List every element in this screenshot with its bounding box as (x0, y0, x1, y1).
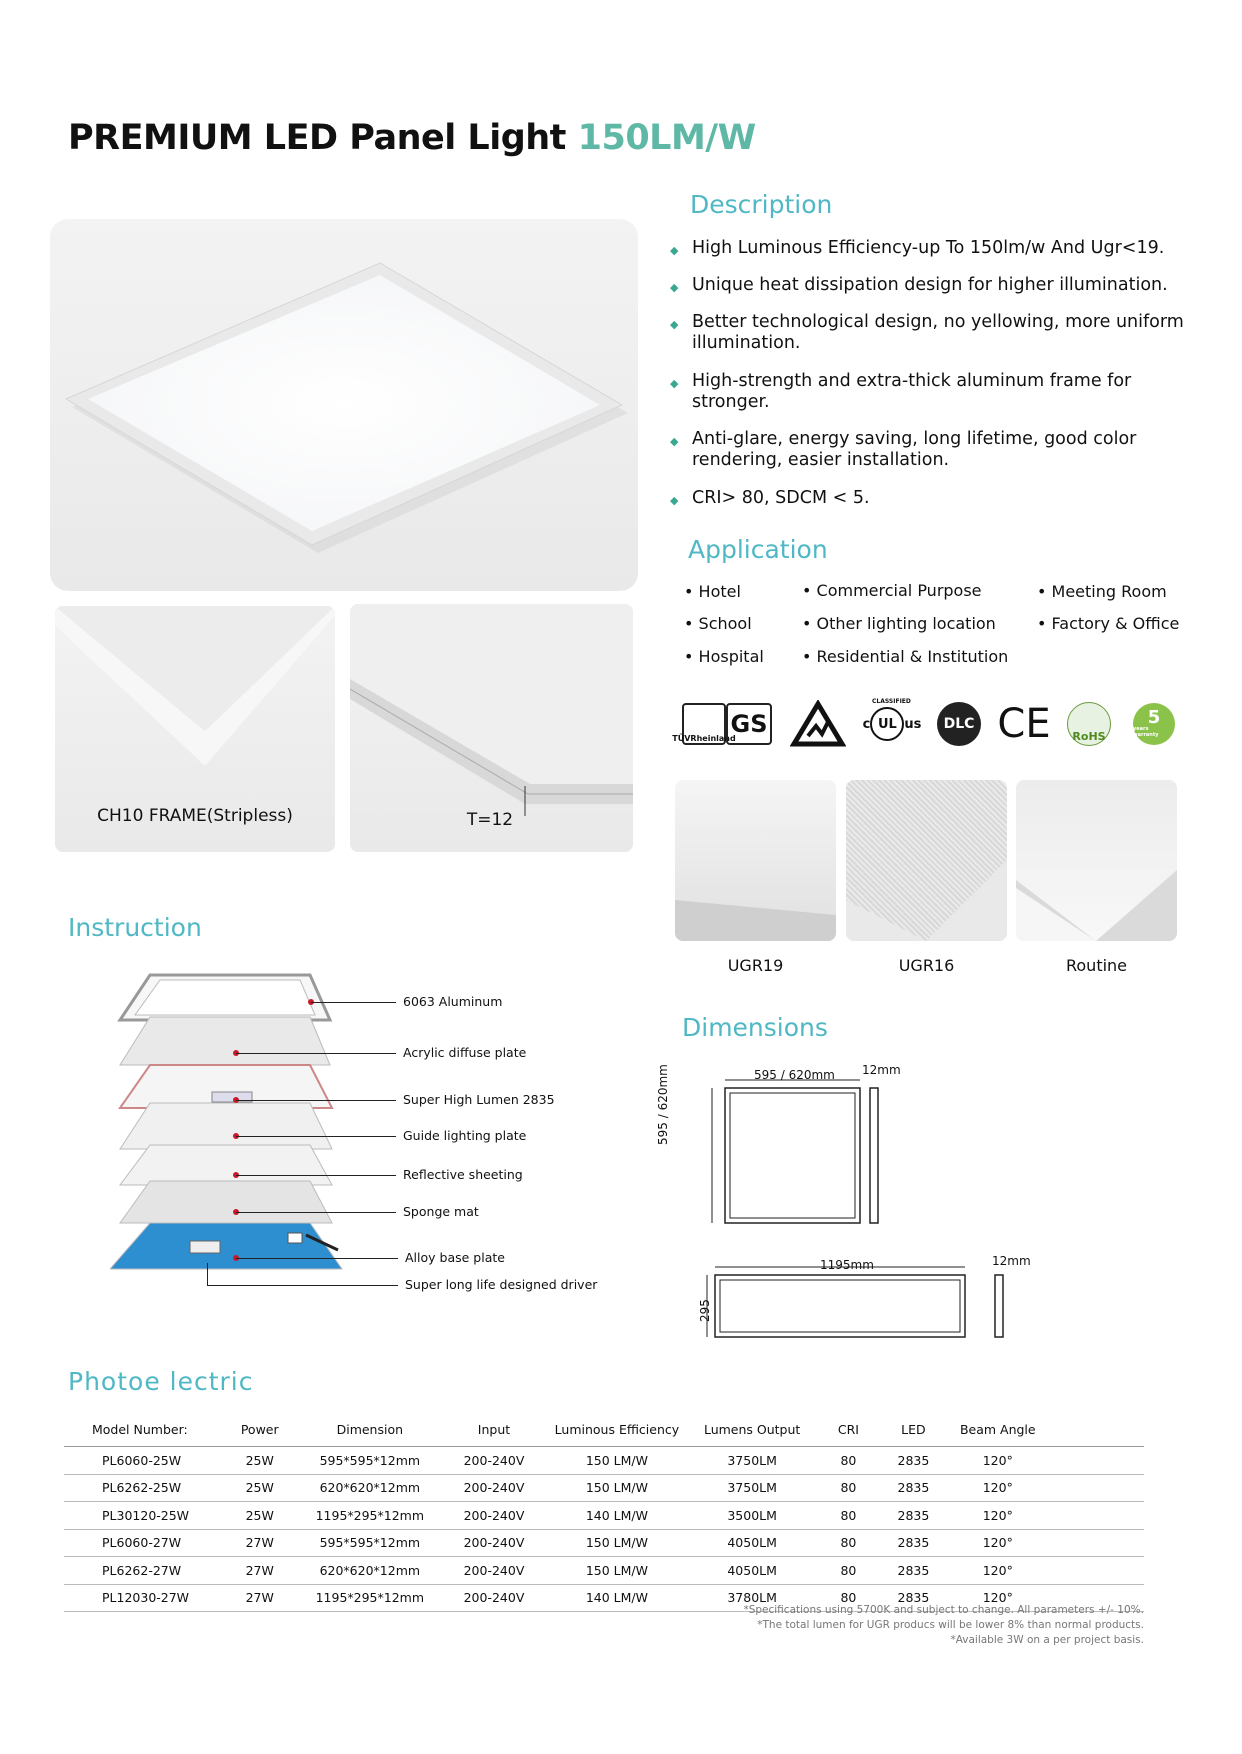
table-cell: 2835 (878, 1529, 948, 1557)
col-header: Lumens Output (686, 1412, 819, 1447)
ce-logo: CE (997, 701, 1051, 747)
application-item: • Residential & Institution (802, 647, 1009, 666)
application-item: • School (684, 614, 752, 633)
layer-label: Alloy base plate (405, 1250, 505, 1265)
table-cell: 25W (220, 1447, 300, 1475)
application-item: • Factory & Office (1037, 614, 1180, 633)
layer-label: Super long life designed driver (405, 1277, 598, 1292)
ul-logo: c UL us CLASSIFIED (858, 700, 926, 748)
application-item: • Hotel (684, 582, 741, 601)
table-cell: 595*595*12mm (300, 1447, 440, 1475)
table-cell: 120° (948, 1447, 1047, 1475)
table-cell: 140 LM/W (548, 1584, 686, 1612)
table-cell: 3500LM (686, 1502, 819, 1530)
table-header-row (64, 1412, 1144, 1447)
col-header: Luminous Efficiency (548, 1412, 686, 1447)
table-row (64, 1474, 1144, 1502)
col-header: Input (440, 1412, 548, 1447)
table-cell: 150 LM/W (548, 1474, 686, 1502)
table-row (64, 1447, 1144, 1475)
table-cell: 120° (948, 1502, 1047, 1530)
table-cell: 2835 (878, 1474, 948, 1502)
description-item: ◆ Unique heat dissipation design for higher illumination. (670, 275, 1168, 295)
rcm-logo (788, 700, 848, 748)
application-item: • Other lighting location (802, 614, 996, 633)
table-cell: 3780LM (686, 1584, 819, 1612)
table-cell: 140 LM/W (548, 1502, 686, 1530)
table-cell: 200-240V (440, 1474, 548, 1502)
table-cell: PL30120-25W (64, 1502, 220, 1530)
table-row (64, 1529, 1144, 1557)
square-panel-drawing (695, 1060, 1025, 1240)
table-cell: 620*620*12mm (300, 1474, 440, 1502)
layer-label: Guide lighting plate (403, 1128, 527, 1143)
col-header: Dimension (300, 1412, 440, 1447)
col-header: LED (878, 1412, 948, 1447)
rohs-logo: RoHS (1064, 700, 1114, 748)
table-cell: 2835 (878, 1584, 948, 1612)
table-cell: 200-240V (440, 1447, 548, 1475)
table-cell: 1195*295*12mm (300, 1584, 440, 1612)
layer-label: 6063 Aluminum (403, 994, 503, 1009)
table-cell: 80 (818, 1529, 878, 1557)
col-header: Beam Angle (948, 1412, 1047, 1447)
spec-table (64, 1412, 1144, 1612)
table-cell: 120° (948, 1529, 1047, 1557)
table-cell: 3750LM (686, 1474, 819, 1502)
main-panel-image (50, 219, 638, 591)
application-item: • Meeting Room (1037, 582, 1167, 601)
table-cell: 27W (220, 1557, 300, 1585)
dlc-logo: DLC (934, 700, 984, 748)
spec-note: *Available 3W on a per project basis. (950, 1634, 1144, 1646)
table-cell: 150 LM/W (548, 1447, 686, 1475)
title-highlight: 150LM/W (577, 118, 756, 158)
warranty-logo: 5 years warranty (1130, 700, 1178, 748)
instruction-heading: Instruction (68, 913, 202, 942)
table-cell: 4050LM (686, 1557, 819, 1585)
table-cell: 120° (948, 1557, 1047, 1585)
ugr19-caption: UGR19 (727, 956, 784, 975)
table-cell: 120° (948, 1474, 1047, 1502)
square-width-label: 595 / 620mm (754, 1068, 835, 1082)
description-item: ◆ CRI> 80, SDCM < 5. (670, 488, 870, 508)
ugr16-image (846, 780, 1007, 941)
col-header: CRI (818, 1412, 878, 1447)
spec-note: *Specifications using 5700K and subject to change. All parameters +/- 10%. (743, 1604, 1144, 1616)
table-cell: 200-240V (440, 1529, 548, 1557)
description-item: ◆ High Luminous Efficiency-up To 150lm/w And Ugr<19. (670, 238, 1165, 258)
table-cell: 150 LM/W (548, 1529, 686, 1557)
table-cell: 595*595*12mm (300, 1529, 440, 1557)
ugr16-caption: UGR16 (898, 956, 955, 975)
application-item: • Commercial Purpose (802, 581, 982, 600)
table-cell: 25W (220, 1474, 300, 1502)
thickness-caption: T=12 (466, 810, 514, 830)
table-cell: 620*620*12mm (300, 1557, 440, 1585)
table-cell: 200-240V (440, 1557, 548, 1585)
layer-label: Acrylic diffuse plate (403, 1045, 527, 1060)
table-cell: 1195*295*12mm (300, 1502, 440, 1530)
table-cell: PL6060-27W (64, 1529, 220, 1557)
table-cell: 80 (818, 1447, 878, 1475)
square-thickness-label: 12mm (862, 1063, 901, 1077)
exploded-layers-diagram (110, 965, 350, 1285)
description-item: ◆ Better technological design, no yellowing, more uniform illumination. (670, 312, 1184, 353)
dimensions-heading: Dimensions (682, 1013, 828, 1042)
table-cell: PL6060-25W (64, 1447, 220, 1475)
title-main: PREMIUM LED Panel Light (68, 118, 566, 158)
description-item: ◆ High-strength and extra-thick aluminum frame for stronger. (670, 371, 1132, 412)
table-cell: 2835 (878, 1502, 948, 1530)
routine-caption: Routine (1065, 956, 1128, 975)
table-cell: 27W (220, 1529, 300, 1557)
page-title (68, 118, 756, 158)
description-heading: Description (690, 190, 833, 219)
ugr19-image (675, 780, 836, 941)
frame-caption: CH10 FRAME(Stripless) (97, 806, 293, 826)
spec-note: *The total lumen for UGR producs will be lower 8% than normal products. (757, 1619, 1144, 1631)
table-cell: 2835 (878, 1447, 948, 1475)
rect-height-label: 295 (698, 1299, 712, 1322)
col-header: Power (220, 1412, 300, 1447)
table-cell: 150 LM/W (548, 1557, 686, 1585)
table-cell: 2835 (878, 1557, 948, 1585)
table-cell: PL6262-27W (64, 1557, 220, 1585)
application-heading: Application (688, 535, 828, 564)
routine-image (1016, 780, 1177, 941)
table-cell: 80 (818, 1584, 878, 1612)
table-row (64, 1557, 1144, 1585)
layer-label: Super High Lumen 2835 (403, 1092, 555, 1107)
description-item: ◆ Anti-glare, energy saving, long lifetime, good color rendering, easier installation. (670, 429, 1137, 470)
layer-label: Reflective sheeting (403, 1167, 523, 1182)
table-cell: 200-240V (440, 1584, 548, 1612)
rect-thickness-label: 12mm (992, 1254, 1031, 1268)
table-cell: 27W (220, 1584, 300, 1612)
table-cell: PL6262-25W (64, 1474, 220, 1502)
application-item: • Hospital (684, 647, 764, 666)
table-cell: 80 (818, 1474, 878, 1502)
rect-width-label: 1195mm (820, 1258, 874, 1272)
table-cell: 80 (818, 1502, 878, 1530)
table-cell: 120° (948, 1584, 1047, 1612)
square-height-label: 595 / 620mm (656, 1064, 670, 1145)
table-cell: 4050LM (686, 1529, 819, 1557)
table-cell: 3750LM (686, 1447, 819, 1475)
col-header: Model Number: (64, 1412, 220, 1447)
table-cell: 80 (818, 1557, 878, 1585)
table-row (64, 1502, 1144, 1530)
photoelectric-heading: Photoe lectric (68, 1367, 254, 1396)
table-cell: 25W (220, 1502, 300, 1530)
tuv-gs-logo: TÜVRheinland GS (682, 700, 772, 748)
table-cell: PL12030-27W (64, 1584, 220, 1612)
layer-label: Sponge mat (403, 1204, 479, 1219)
table-cell: 200-240V (440, 1502, 548, 1530)
